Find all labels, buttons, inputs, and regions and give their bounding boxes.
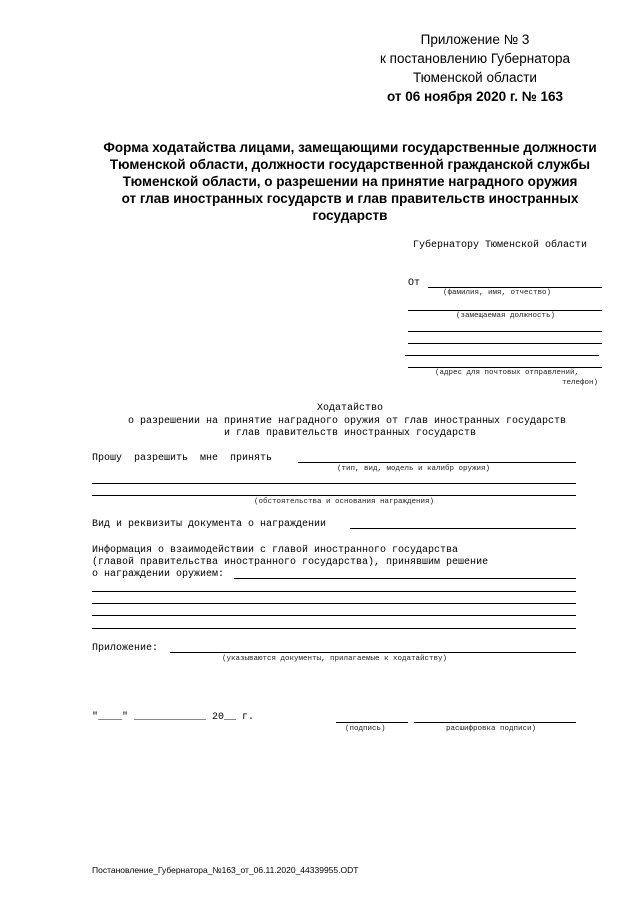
info-line-2: (главой правительства иностранного государства), принявшим решение <box>92 557 489 568</box>
form-title-line-2: Тюменской области, должности государственной гражданской службы <box>109 157 591 172</box>
address-field-4[interactable] <box>408 367 602 368</box>
circumstances-field-1[interactable] <box>92 483 576 484</box>
form-title-line-3: Тюменской области, о разрешении на принятие наградного оружия <box>122 174 578 189</box>
form-title-line-4: от глав иностранных государств и глав правительств иностранных <box>121 191 579 206</box>
petition-subheading-2: и глав правительств иностранных государств <box>223 428 477 439</box>
hint-weapon: (тип, вид, модель и калибр оружия) <box>337 465 491 473</box>
form-title-line-1: Форма ходатайства лицами, замещающими государственные должности <box>103 140 597 155</box>
hint-signature: (подпись) <box>345 725 386 733</box>
address-field-3[interactable] <box>405 355 599 356</box>
hint-circumstances: (обстоятельства и основания награждения) <box>254 498 435 506</box>
attachment-field[interactable] <box>170 652 576 653</box>
address-field-2[interactable] <box>408 343 602 344</box>
position-field[interactable] <box>408 310 602 311</box>
addressee-to: Губернатору Тюменской области <box>413 240 588 251</box>
form-title <box>80 139 620 224</box>
hint-address-1: (адрес для почтовых отправлений, <box>435 369 580 377</box>
info-field-5[interactable] <box>92 628 576 629</box>
address-field-1[interactable] <box>408 331 602 332</box>
annex-line-1: Приложение № 3 <box>420 32 530 47</box>
circumstances-field-2[interactable] <box>92 495 576 496</box>
hint-attachment: (указываются документы, прилагаемые к ходатайству) <box>222 655 448 663</box>
annex-block <box>340 30 610 106</box>
signature-field[interactable] <box>336 722 408 723</box>
hint-full-name: (фамилия, имя, отчество) <box>443 289 552 297</box>
hint-position: (замещаемая должность) <box>456 312 556 320</box>
hint-signature-decode: расшифровка подписи) <box>446 725 537 733</box>
annex-line-4: от 06 ноября 2020 г. № 163 <box>386 89 564 104</box>
info-field-2[interactable] <box>92 591 576 592</box>
info-field-3[interactable] <box>92 603 576 604</box>
footer-filename: Постановление_Губернатора_№163_от_06.11.2020_44339955.ODT <box>92 865 359 875</box>
form-title-line-5: государств <box>312 208 388 223</box>
document-label: Вид и реквизиты документа о награждении <box>92 519 327 530</box>
attachment-label: Приложение: <box>92 643 159 654</box>
hint-address-2: телефон) <box>562 379 599 387</box>
date-field[interactable]: "____" ____________ 20__ г. <box>92 712 255 723</box>
request-label: Прошу разрешить мне принять <box>92 453 273 464</box>
from-label: От <box>408 278 421 289</box>
info-field-1[interactable] <box>234 578 576 579</box>
signature-decode-field[interactable] <box>414 722 576 723</box>
document-field[interactable] <box>350 528 576 529</box>
annex-line-3: Тюменской области <box>413 70 537 85</box>
from-name-field[interactable] <box>428 287 602 288</box>
petition-heading: Ходатайство <box>316 403 383 414</box>
info-line-1: Информация о взаимодействии с главой иностранного государства <box>92 545 459 556</box>
petition-subheading-1: о разрешении на принятие наградного оружия от глав иностранных государств <box>127 416 567 427</box>
weapon-field[interactable] <box>298 462 576 463</box>
info-line-3: о награждении оружием: <box>92 569 225 580</box>
annex-line-2: к постановлению Губернатора <box>380 51 570 66</box>
info-field-4[interactable] <box>92 615 576 616</box>
